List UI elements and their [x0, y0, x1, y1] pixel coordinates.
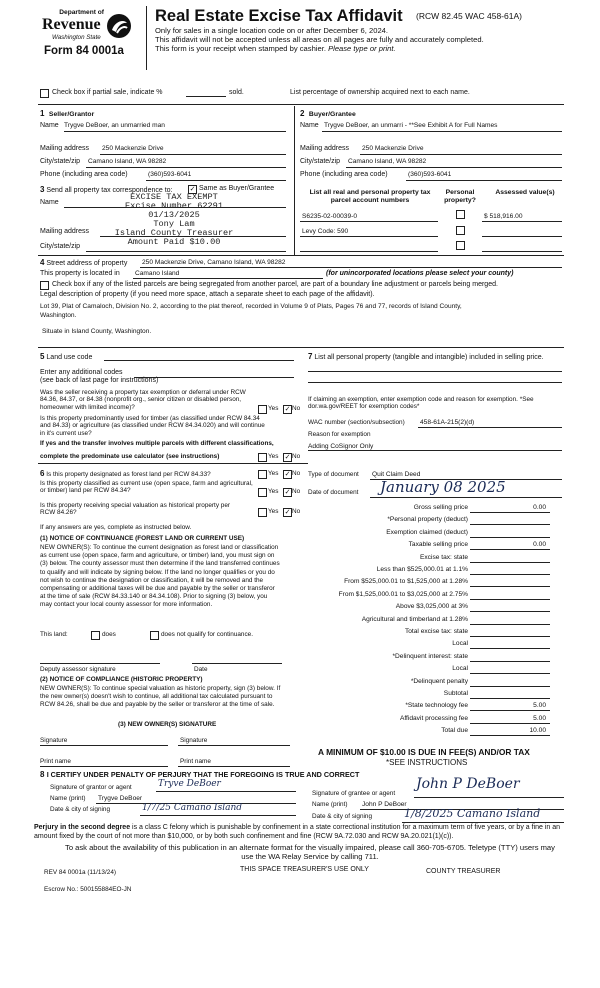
- revenue-logo-icon: [106, 13, 132, 39]
- doc-date-line: [370, 497, 562, 498]
- tax-row: [310, 715, 550, 725]
- owner-signature-field-2[interactable]: [178, 745, 290, 746]
- notice2-title: (2) NOTICE OF COMPLIANCE (HISTORIC PROPERTY): [40, 676, 203, 683]
- deputy-date-field[interactable]: [192, 663, 282, 664]
- q2-yes-checkbox[interactable]: [258, 453, 267, 462]
- tax-row-field[interactable]: [470, 616, 550, 625]
- buyer-phone[interactable]: (360)593-6041: [408, 171, 452, 178]
- exempt-stamp: [104, 193, 244, 247]
- tax-row-field[interactable]: [470, 640, 550, 649]
- q6a-no-checkbox[interactable]: ✓: [284, 471, 291, 478]
- new-owner-signature: (3) NEW OWNER(S) SIGNATURE: [118, 721, 217, 728]
- buyer-mailing-label: Mailing address: [300, 145, 350, 152]
- section3-heading: 3 Send all property tax correspondence to:: [40, 185, 173, 194]
- legal-line-3: Situate in Island County, Washington.: [42, 328, 152, 335]
- stamp-line-1: EXCISE TAX EXEMPT: [130, 192, 218, 202]
- levy-code[interactable]: Levy Code: 590: [302, 228, 349, 235]
- q-predominate-calc: complete the predominate use calculator (see instructions): [40, 453, 220, 460]
- grantee-date-line: [402, 822, 564, 823]
- grantee-date-label: Date & city of signing: [312, 813, 373, 820]
- tax-row-field[interactable]: [470, 591, 550, 600]
- personal-property-checkbox-1[interactable]: [456, 210, 465, 219]
- tax-row: [310, 678, 550, 688]
- stamp-line-5: Island County Treasurer: [114, 228, 234, 238]
- located-label: This property is located in: [40, 270, 120, 277]
- tax-row-label: *Delinquent penalty: [410, 677, 468, 685]
- signature-label-2: Signature: [180, 737, 208, 744]
- seller-name-label: Name: [40, 122, 59, 129]
- tax-row: [310, 504, 550, 514]
- does-not-label: does not qualify for continuance.: [161, 631, 254, 638]
- q-current-use: Is this property classified as current use (open space, farm and agricultural, or timber) land per RCW 84.34?: [40, 480, 253, 495]
- tax-row-label: Affidavit processing fee: [399, 714, 468, 722]
- tax-row-amount: 0.00: [533, 541, 546, 549]
- seller-city-label: City/state/zip: [40, 158, 81, 165]
- print-name-label-2: Print name: [180, 758, 211, 765]
- q-forest-land: 6 Is this property designated as forest land per RCW 84.33?: [40, 469, 211, 478]
- header-divider: [146, 6, 147, 70]
- section-divider-3: [38, 347, 564, 348]
- tax-row: [310, 541, 550, 551]
- section3-name-label: Name: [40, 199, 59, 206]
- assessed-col-header: Assessed value(s): [495, 189, 555, 196]
- tax-row-field[interactable]: [470, 603, 550, 612]
- tax-row: [310, 653, 550, 663]
- q2-no-label: No: [292, 453, 301, 460]
- tax-row-label: Agricultural and timberland at 1.28%: [361, 615, 468, 623]
- section-divider: [38, 104, 564, 105]
- tax-row-label: *Delinquent interest: state: [392, 652, 468, 660]
- tax-row-label: Local: [452, 665, 468, 673]
- reason-value[interactable]: Adding CoSignor Only: [308, 443, 374, 450]
- q1-no-checkbox[interactable]: ✓: [284, 406, 291, 413]
- tax-row-label: Local: [452, 640, 468, 648]
- grantee-date-city[interactable]: 1/8/2025 Camano Island: [404, 807, 541, 820]
- q6b-yes-label: Yes: [268, 488, 279, 495]
- assessed-value[interactable]: $ 518,916.00: [484, 213, 523, 220]
- tax-row: [310, 690, 550, 700]
- q2-yes-label: Yes: [268, 453, 279, 460]
- personal-property-checkbox-2[interactable]: [456, 226, 465, 235]
- q6a-yes-label: Yes: [268, 470, 279, 477]
- assessed-line-1: [482, 221, 562, 222]
- certify-heading: 8 I CERTIFY UNDER PENALTY OF PERJURY THAT THE FOREGOING IS TRUE AND CORRECT: [40, 770, 360, 779]
- tax-row-label: Subtotal: [443, 690, 468, 697]
- tax-row-field[interactable]: [470, 578, 550, 587]
- column-divider: [294, 106, 295, 256]
- grantor-name-label: Name (print): [50, 795, 86, 802]
- grantor-date-label: Date & city of signing: [50, 806, 111, 813]
- grantor-sig-label: Signature of grantor or agent: [50, 784, 132, 791]
- tax-row-field[interactable]: [470, 665, 550, 674]
- doc-type-label: Type of document: [308, 471, 359, 478]
- same-as-buyer-label: Same as Buyer/Grantee: [199, 185, 275, 192]
- reason-label: Reason for exemption: [308, 431, 371, 438]
- legal-line-2: Washington.: [40, 312, 77, 319]
- tax-row-field[interactable]: [470, 690, 550, 699]
- tax-row-amount: 5.00: [533, 702, 546, 710]
- buyer-phone-label: Phone (including area code): [300, 171, 388, 178]
- tax-row-field[interactable]: [470, 678, 550, 687]
- dept-state: Washington State: [52, 34, 101, 41]
- q1-yes-label: Yes: [268, 405, 279, 412]
- form-number: Form 84 0001a: [44, 45, 124, 57]
- segregation-text: Check box if any of the listed parcels are being segregated from another parcel, are part of a boundary line adjustment or parcels being merged.: [52, 281, 498, 288]
- q6c-no-checkbox[interactable]: ✓: [284, 509, 291, 516]
- partial-sale-label: Check box if partial sale, indicate %: [52, 89, 163, 96]
- buyer-mailing[interactable]: 250 Mackenzie Drive: [362, 145, 424, 152]
- tax-row: [310, 665, 550, 675]
- q-exemption-deferral: Was the seller receiving a property tax exemption or deferral under RCW 84.36, 84.37, or 84.38 (nonprofit org., senior citizen or disabled person, homeowner with limited income)?: [40, 389, 246, 411]
- tax-row: [310, 702, 550, 712]
- section5-bottom: [38, 463, 308, 464]
- tax-row-label: Excise tax: state: [419, 553, 468, 561]
- tax-row-field[interactable]: [470, 554, 550, 563]
- notice2-text: NEW OWNER(S): To continue special valuation as historic property, sign (3) below. If the new owner(s) doesn't wish to continue, all additional tax calculated pursuant to RCW 84.26, shall be due and payable by the seller or transferor at the time of sale.: [40, 685, 281, 709]
- personal-property-line-1[interactable]: [308, 371, 562, 372]
- tax-row: [310, 516, 550, 526]
- perjury-notice: Perjury in the second degree is a class C felony which is punishable by confinement in a state correctional institution for a maximum term of five years, or by a fine in an amount fixed by the court of not more than $10,000, or by both such confinement and fine (RCW 9A.72.030 and RCW 9A.20.021(1)(c)).: [34, 824, 561, 840]
- parcel-col-header: List all real and personal property tax parcel account numbers: [309, 189, 431, 204]
- owner-print-field-2[interactable]: [178, 766, 290, 767]
- q-historic: Is this property receiving special valuation as historical property per RCW 84.26?: [40, 502, 231, 517]
- street-line: [140, 267, 562, 268]
- q2-no-checkbox[interactable]: ✓: [284, 454, 291, 461]
- seller-name[interactable]: Trygve DeBoer, an unmarried man: [64, 122, 165, 129]
- buyer-city-label: City/state/zip: [300, 158, 341, 165]
- q6a-yes-checkbox[interactable]: [258, 470, 267, 479]
- grantor-signature[interactable]: Tryve DeBoer: [158, 779, 221, 789]
- tax-row-amount: 10.00: [529, 727, 546, 735]
- notice1-title: (1) NOTICE OF CONTINUANCE (FOREST LAND OR CURRENT USE): [40, 535, 245, 542]
- tax-row: [310, 616, 550, 626]
- grantor-name[interactable]: Trygve DeBoer: [98, 795, 143, 802]
- doc-type-value[interactable]: Quit Claim Deed: [372, 471, 421, 478]
- buyer-city[interactable]: Camano Island, WA 98282: [348, 158, 427, 165]
- signature-label-1: Signature: [40, 737, 68, 744]
- tax-row: [310, 554, 550, 564]
- seller-city-line: [86, 167, 286, 168]
- q-timber-ag: Is this property predominantly used for timber (as classified under RCW 84.34 and 84.33) or agriculture (as classified under RCW 84.34.020) and will continue in it's current use?: [40, 415, 265, 437]
- tax-row-label: Exemption claimed (deduct): [386, 528, 468, 536]
- q6c-yes-label: Yes: [268, 508, 279, 515]
- print-name-label-1: Print name: [40, 758, 71, 765]
- section-divider-2: [38, 255, 564, 256]
- tax-row-label: From $525,000.01 to $1,525,000 at 1.28%: [344, 578, 468, 586]
- doc-date-label: Date of document: [308, 489, 359, 496]
- tax-row-field[interactable]: [470, 516, 550, 525]
- tax-row-amount: 5.00: [533, 714, 546, 722]
- section3-city-label: City/state/zip: [40, 243, 81, 250]
- q6a-no-label: No: [292, 470, 301, 477]
- personal-col-header: Personal property?: [444, 189, 476, 204]
- partial-sale-checkbox[interactable]: [40, 89, 49, 98]
- section7-text: 7 List all personal property (tangible and intangible) included in selling price.: [308, 352, 544, 361]
- q1-no-label: No: [292, 405, 301, 412]
- tax-row-label: *State technology fee: [405, 702, 468, 710]
- revenue-wordmark: Revenue: [42, 16, 101, 33]
- title-ref: (RCW 82.45 WAC 458-61A): [416, 11, 522, 21]
- tax-row-label: Total excise tax: state: [404, 628, 468, 635]
- tax-row-label: From $1,525,000.01 to $3,025,000 at 2.75%: [338, 590, 468, 598]
- tax-row-label: Above $3,025,000 at 3%: [395, 603, 468, 611]
- exemption-note: If claiming an exemption, enter exemption code and reason for exemption. *See dor.wa.gov/REET for exemption codes*: [308, 396, 534, 411]
- grantor-sig-line: [156, 791, 296, 792]
- seller-mailing-label: Mailing address: [40, 145, 90, 152]
- county-treasurer: COUNTY TREASURER: [426, 868, 501, 875]
- stamp-line-6: Amount Paid $10.00: [127, 237, 221, 247]
- tax-row-label: *Personal property (deduct): [387, 516, 468, 524]
- located-value[interactable]: Camano Island: [135, 270, 180, 277]
- buyer-name[interactable]: Trygve DeBoer, an unmarri - **See Exhibit A for Full Names: [324, 122, 498, 129]
- tax-row: [310, 591, 550, 601]
- grantor-date-city[interactable]: 1/7/25 Camano Island: [142, 803, 243, 813]
- grantor-date-line: [140, 815, 296, 816]
- seller-mailing[interactable]: 250 Mackenzie Drive: [102, 145, 164, 152]
- treasurer-use: THIS SPACE TREASURER'S USE ONLY: [240, 866, 369, 873]
- q1-yes-checkbox[interactable]: [258, 405, 267, 414]
- q6c-no-label: No: [292, 508, 301, 515]
- stamp-line-4: Tony Lam: [153, 219, 195, 229]
- tax-row-field[interactable]: [470, 566, 550, 575]
- grantee-name-label: Name (print): [312, 801, 348, 808]
- buyer-phone-line: [406, 180, 562, 181]
- parcel-line-2: [300, 236, 438, 237]
- wac-line: [418, 427, 562, 428]
- grantee-signature[interactable]: John P DeBoer: [416, 776, 520, 792]
- unincorporated-note: (for unincorporated locations please select your county): [326, 270, 514, 277]
- does-not-checkbox[interactable]: [150, 631, 159, 640]
- stamp-line-2: Excise Number 62291: [125, 201, 223, 211]
- deputy-signature-field[interactable]: [40, 663, 160, 664]
- buyer-name-line: [322, 131, 562, 132]
- grantee-name[interactable]: John P DeBoer: [362, 801, 407, 808]
- tax-row-field[interactable]: [470, 529, 550, 538]
- does-label: does: [102, 631, 116, 638]
- escrow-number: Escrow No.: 500155884EO-JN: [44, 886, 132, 893]
- buyer-heading: 2 Buyer/Grantee: [300, 109, 356, 118]
- deputy-label: Deputy assessor signature: [40, 666, 116, 673]
- tax-row-label: Gross selling price: [413, 504, 468, 511]
- seller-city[interactable]: Camano Island, WA 98282: [88, 158, 167, 165]
- rev-number: REV 84 0001a (11/13/24): [44, 869, 117, 876]
- stamp-line-3: 01/13/2025: [148, 210, 200, 220]
- notice1-text: NEW OWNER(S): To continue the current designation as forest land or classification as current use (open space, farm and agriculture, or timber) land, you must sign on (3) below. The county assessor must then determine if the land transferred continues to qualify and will indicate by signing below. If the land no longer qualifies or you do not wish to continue the designation or classification, it will be removed and the compensating or additional taxes will be due and payable by the seller or transferor at the time of sale (RCW 84.33.140 or 84.34.108). Prior to signing (3) below, you may contact your local county assessor for more information.: [40, 544, 280, 609]
- owner-signature-field-1[interactable]: [40, 745, 168, 746]
- seller-phone[interactable]: (360)593-6041: [148, 171, 192, 178]
- additional-codes-label: Enter any additional codes: [40, 369, 123, 376]
- this-land-label: This land:: [40, 631, 68, 638]
- buyer-name-label: Name: [300, 122, 319, 129]
- tax-row: [310, 578, 550, 588]
- partial-sale-sold: sold.: [229, 89, 244, 96]
- q6c-yes-checkbox[interactable]: [258, 508, 267, 517]
- land-use-field[interactable]: [104, 360, 294, 361]
- personal-property-line-2[interactable]: [308, 382, 562, 383]
- tax-row-field[interactable]: [470, 653, 550, 662]
- page-title: Real Estate Excise Tax Affidavit: [155, 7, 403, 25]
- tax-row: [310, 727, 550, 737]
- q6b-no-checkbox[interactable]: ✓: [284, 489, 291, 496]
- owner-print-field-1[interactable]: [40, 766, 168, 767]
- legal-label: Legal description of property (if you need more space, attach a separate sheet to each page of the affidavit).: [40, 291, 375, 298]
- availability-note: To ask about the availability of this publication in an alternate format for the visually impaired, please call 360-705-6705. Teletype (TTY) users may use the WA Relay Service by calling 711.: [65, 843, 555, 861]
- deputy-date-label: Date: [194, 666, 208, 673]
- tax-row: [310, 529, 550, 539]
- wac-label: WAC number (section/subsection): [308, 419, 405, 426]
- land-use-label: 5 Land use code: [40, 352, 93, 361]
- header-note-3: This form is your receipt when stamped by cashier. Please type or print.: [155, 44, 396, 53]
- see-back-note: (see back of last page for instructions): [40, 377, 159, 384]
- checkmark-icon: ✓: [189, 186, 196, 193]
- tax-row: [310, 566, 550, 576]
- grantee-sig-label: Signature of grantee or agent: [312, 790, 396, 797]
- dept-line-1: Department of: [59, 9, 104, 16]
- seller-heading: 1 Seller/Grantor: [40, 109, 95, 118]
- tax-row: [310, 628, 550, 638]
- parcel-number[interactable]: S6235-02-00039-0: [302, 213, 357, 220]
- seller-phone-label: Phone (including area code): [40, 171, 128, 178]
- q-timber-multi: If yes and the transfer involves multiple parcels with different classifications,: [40, 440, 274, 447]
- tax-row-label: Less than $525,000.01 at 1.1%: [376, 566, 468, 573]
- section4-street: 4 Street address of property: [40, 258, 128, 267]
- section3-mailing-label: Mailing address: [40, 228, 90, 235]
- tax-row: [310, 603, 550, 613]
- tax-row: [310, 640, 550, 650]
- assessed-line-3[interactable]: [482, 251, 562, 252]
- tax-row-amount: 0.00: [533, 504, 546, 511]
- buyer-mailing-line: [360, 154, 562, 155]
- assessed-line-2[interactable]: [482, 236, 562, 237]
- seller-phone-line: [146, 180, 286, 181]
- q6b-yes-checkbox[interactable]: [258, 488, 267, 497]
- grantee-sig-line: [414, 797, 564, 798]
- section3-city-field[interactable]: [86, 251, 286, 252]
- parcel-line-3[interactable]: [300, 251, 438, 252]
- personal-property-checkbox-3[interactable]: [456, 241, 465, 250]
- parcel-line-1: [300, 221, 438, 222]
- seller-mailing-line: [100, 154, 286, 155]
- does-checkbox[interactable]: [91, 631, 100, 640]
- ownership-note: List percentage of ownership acquired next to each name.: [290, 89, 470, 96]
- q6b-no-label: No: [292, 488, 301, 495]
- located-line: [133, 278, 323, 279]
- header-note-1: Only for sales in a single location code on or after December 6, 2024.: [155, 26, 389, 35]
- seller-name-line: [64, 131, 286, 132]
- buyer-city-line: [346, 167, 562, 168]
- legal-line-1: Lot 39, Plat of Camaloch, Division No. 2, according to the plat thereof, recorded in Volume 9 of Plats, Pages 76 and 77, records of Island County,: [40, 303, 462, 310]
- tax-row-label: Total due: [441, 727, 468, 735]
- partial-sale-pct-field[interactable]: [186, 96, 226, 97]
- property-street[interactable]: 250 Mackenzie Drive, Camano Island, WA 98282: [142, 259, 286, 266]
- wac-value[interactable]: 458-61A-215(2)(d): [420, 419, 475, 426]
- see-instructions: *SEE INSTRUCTIONS: [386, 758, 468, 767]
- header-note-2: This affidavit will not be accepted unless all areas on all pages are fully and accurately completed.: [155, 35, 484, 44]
- segregation-checkbox[interactable]: [40, 281, 49, 290]
- tax-row-field[interactable]: [470, 628, 550, 637]
- if-yes-note: If any answers are yes, complete as instructed below.: [40, 524, 192, 531]
- doc-date-value[interactable]: January 08 2025: [380, 478, 506, 496]
- tax-row-label: Taxable selling price: [408, 541, 468, 549]
- minimum-due: A MINIMUM OF $10.00 IS DUE IN FEE(S) AND/OR TAX: [318, 747, 530, 757]
